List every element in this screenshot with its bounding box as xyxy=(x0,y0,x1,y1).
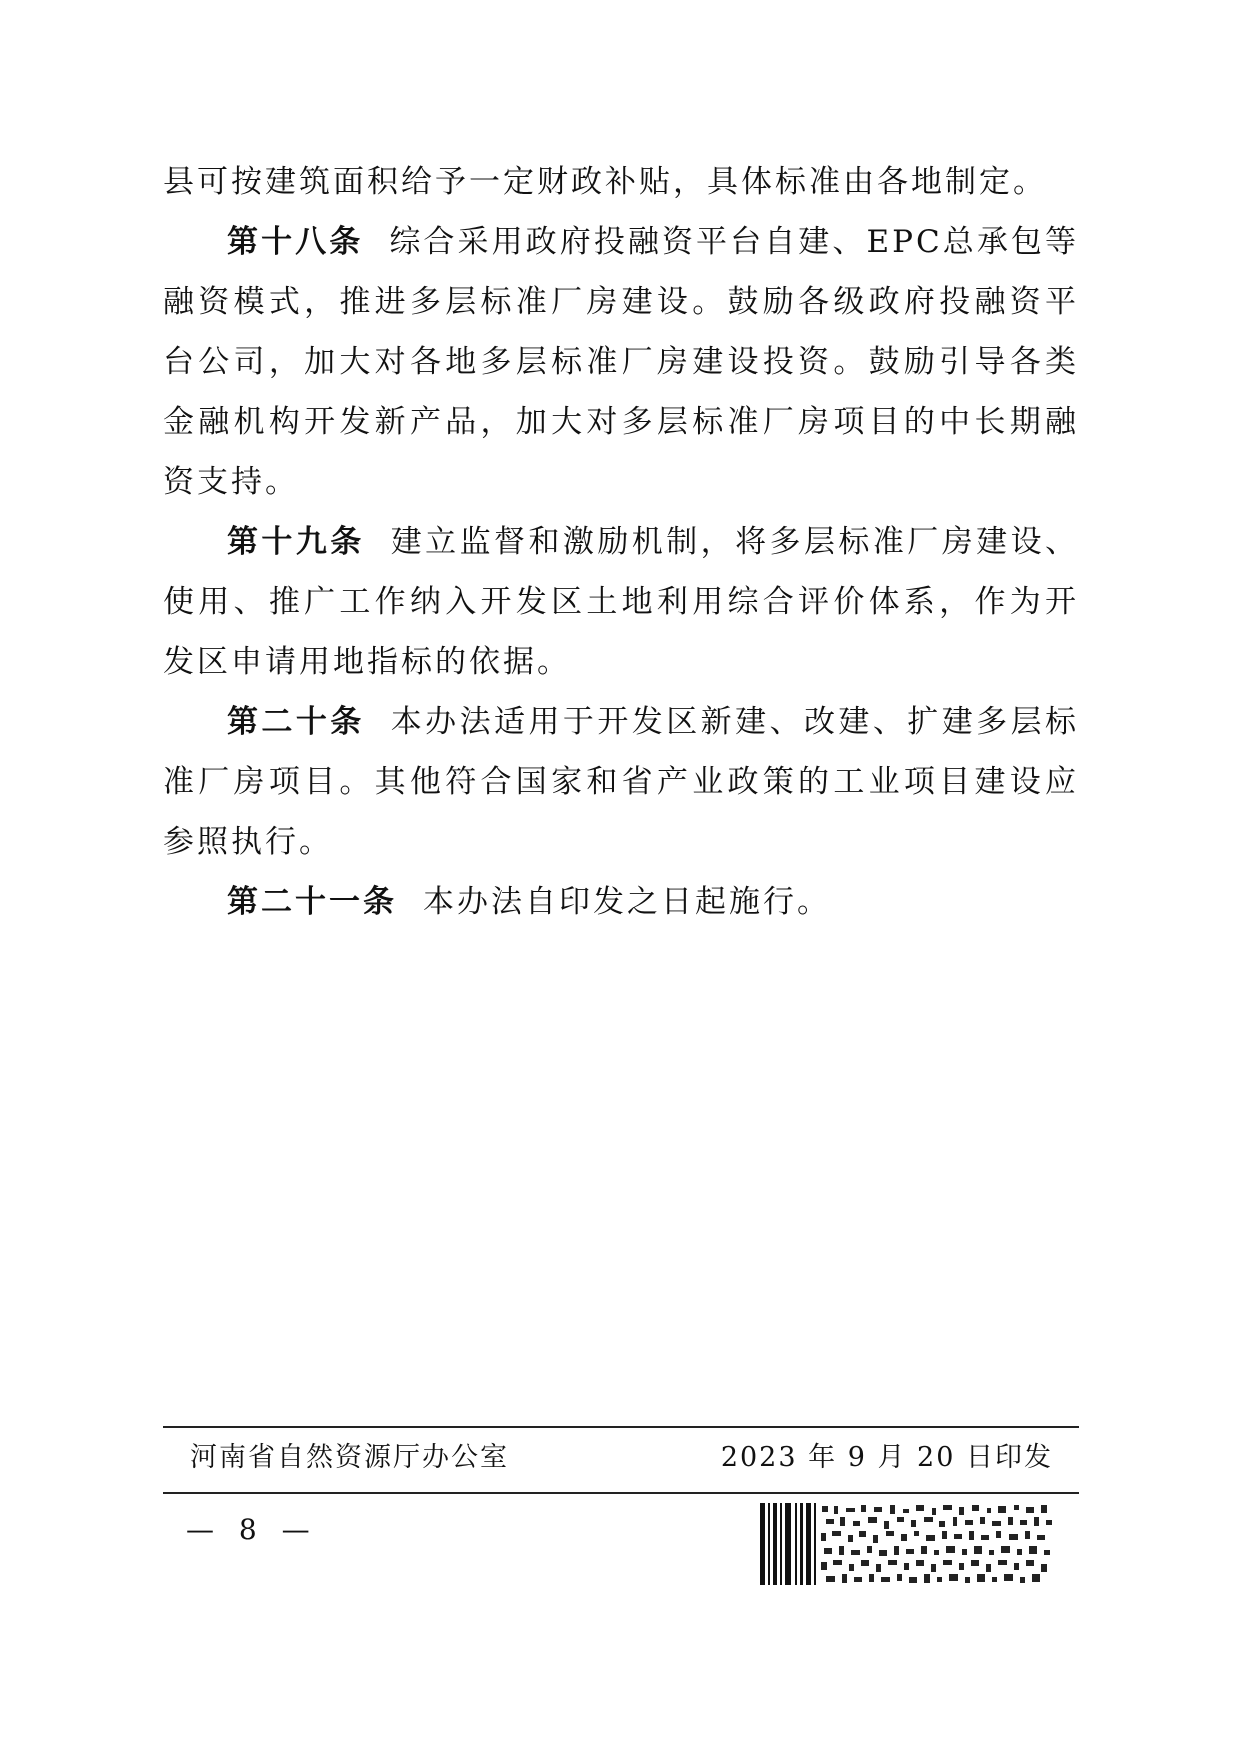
article-label: 第十九条 xyxy=(227,524,365,560)
footer-top-rule xyxy=(163,1426,1079,1428)
article-text: 本办法自印发之日起施行。 xyxy=(423,884,831,920)
paragraph-text: 县可按建筑面积给予一定财政补贴，具体标准由各地制定。 xyxy=(163,164,1047,200)
article-label: 第二十一条 xyxy=(227,884,397,920)
article-label: 第十八条 xyxy=(227,224,364,260)
barcode-image xyxy=(760,1503,1055,1585)
issuing-office: 河南省自然资源厅办公室 xyxy=(190,1442,509,1473)
article-text: 综合采用政府投融资平台自建、EPC总承包等融资模式，推进多层标准厂房建设。鼓励各级政府投融资平台公司，加大对各地多层标准厂房建设投资。鼓励引导各类金融机构开发新产品，加大对多层标准厂房项目的中长期融资支持。 xyxy=(163,224,1079,500)
article-text: 本办法适用于开发区新建、改建、扩建多层标准厂房项目。其他符合国家和省产业政策的工业项目建设应参照执行。 xyxy=(163,704,1080,860)
article-19 xyxy=(163,512,1079,692)
page-number: — 8 — xyxy=(186,1513,318,1546)
article-label: 第二十条 xyxy=(227,704,365,740)
article-18 xyxy=(163,212,1079,512)
issue-date: 2023 年 9 月 20 日印发 xyxy=(720,1442,1053,1473)
article-text: 建立监督和激励机制，将多层标准厂房建设、使用、推广工作纳入开发区土地利用综合评价体系，作为开发区申请用地指标的依据。 xyxy=(163,524,1080,680)
paragraph-continuation xyxy=(163,152,1079,212)
document-body xyxy=(163,152,1079,932)
footer-bottom-rule xyxy=(163,1492,1079,1494)
article-21 xyxy=(163,872,1079,932)
article-20 xyxy=(163,692,1079,872)
